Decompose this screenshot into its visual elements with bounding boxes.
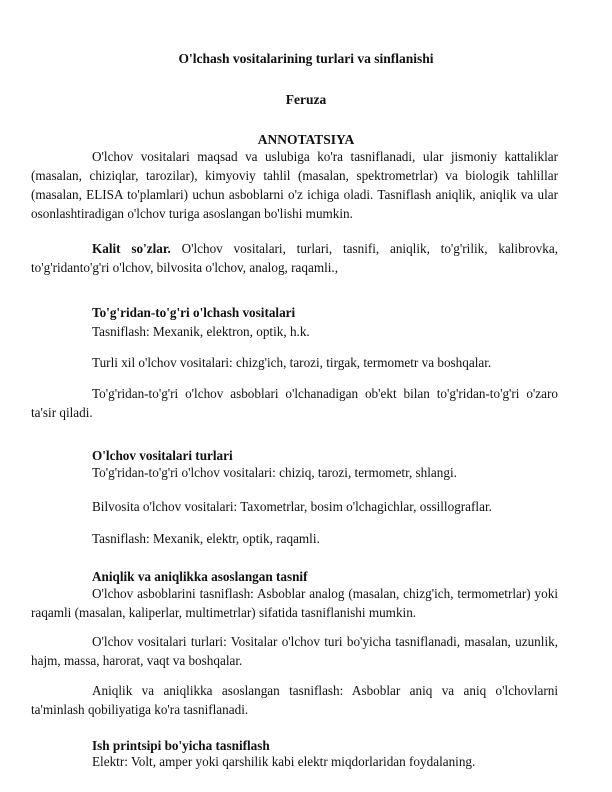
section-paragraph: Turli xil o'lchov vositalari: chizg'ich, tarozi, tirgak, termometr va boshqalar.: [92, 355, 492, 370]
section-paragraph: Bilvosita o'lchov vositalari: Taxometrlar, bosim o'lchagichlar, ossillograflar.: [92, 499, 492, 514]
section-paragraph: O'lchov vositalari turlari: Vositalar o'lchov turi bo'yicha tasniflanadi, masalan, uzunlik, hajm, massa, harorat, vaqt va boshqalar.: [31, 634, 558, 668]
section-paragraph: Tasniflash: Mexanik, elektron, optik, h.k.: [92, 324, 310, 339]
section-heading: O'lchov vositalari turlari: [92, 448, 233, 463]
section-paragraph: Aniqlik va aniqlikka asoslangan tasniflash: Asboblar aniq va aniq o'lchovlarni ta'minlash qobiliyatiga ko'ra tasniflanadi.: [31, 683, 558, 717]
section-paragraph: Tasniflash: Mexanik, elektr, optik, raqamli.: [92, 531, 320, 546]
keywords-paragraph: [31, 239, 558, 277]
section-paragraph: O'lchov asboblarini tasniflash: Asboblar analog (masalan, chizg'ich, termometrlar) yoki raqamli (masalan, kaliperlar, multimetrlar) sifatida tasniflanishi mumkin.: [31, 586, 558, 620]
document-author: Feruza: [285, 92, 327, 107]
document-title: O'lchash vositalarining turlari va sinflanishi: [178, 51, 434, 66]
keywords-text: O'lchov vositalari, turlari, tasnifi, aniqlik, to'g'rilik, kalibrovka, to'g'ridanto'g'ri o'lchov, bilvosita o'lchov, analog, raqamli.,: [31, 241, 559, 275]
annotation-paragraph: O'lchov vositalari maqsad va uslubiga ko'ra tasniflanadi, ular jismoniy kattaliklar (masalan, chiziqlar, tarozilar), kimyoviy tahlil (masalan, spektrometrlar) va biologik tahlillar (masalan, ELISA to'plamlari) uchun asboblarni o'z ichiga oladi. Tasniflash aniqlik, aniqlik va ular osonlashtiradigan o'lchov turiga asoslangan bo'lishi mumkin.: [31, 149, 558, 221]
section-paragraph: To'g'ridan-to'g'ri o'lchov asboblari o'lchanadigan ob'ekt bilan to'g'ridan-to'g'ri o'zaro ta'sir qiladi.: [31, 386, 558, 420]
annotation-heading: ANNOTATSIYA: [257, 132, 355, 147]
section-paragraph: To'g'ridan-to'g'ri o'lchov vositalari: chiziq, tarozi, termometr, shlangi.: [92, 465, 457, 480]
section-heading: To'g'ridan-to'g'ri o'lchash vositalari: [92, 305, 296, 320]
section-heading: Ish printsipi bo'yicha tasniflash: [92, 738, 270, 753]
section-paragraph: Elektr: Volt, amper yoki qarshilik kabi elektr miqdorlaridan foydalaning.: [92, 754, 476, 769]
keywords-label: Kalit so'zlar.: [92, 241, 171, 256]
section-heading: Aniqlik va aniqlikka asoslangan tasnif: [92, 569, 308, 584]
